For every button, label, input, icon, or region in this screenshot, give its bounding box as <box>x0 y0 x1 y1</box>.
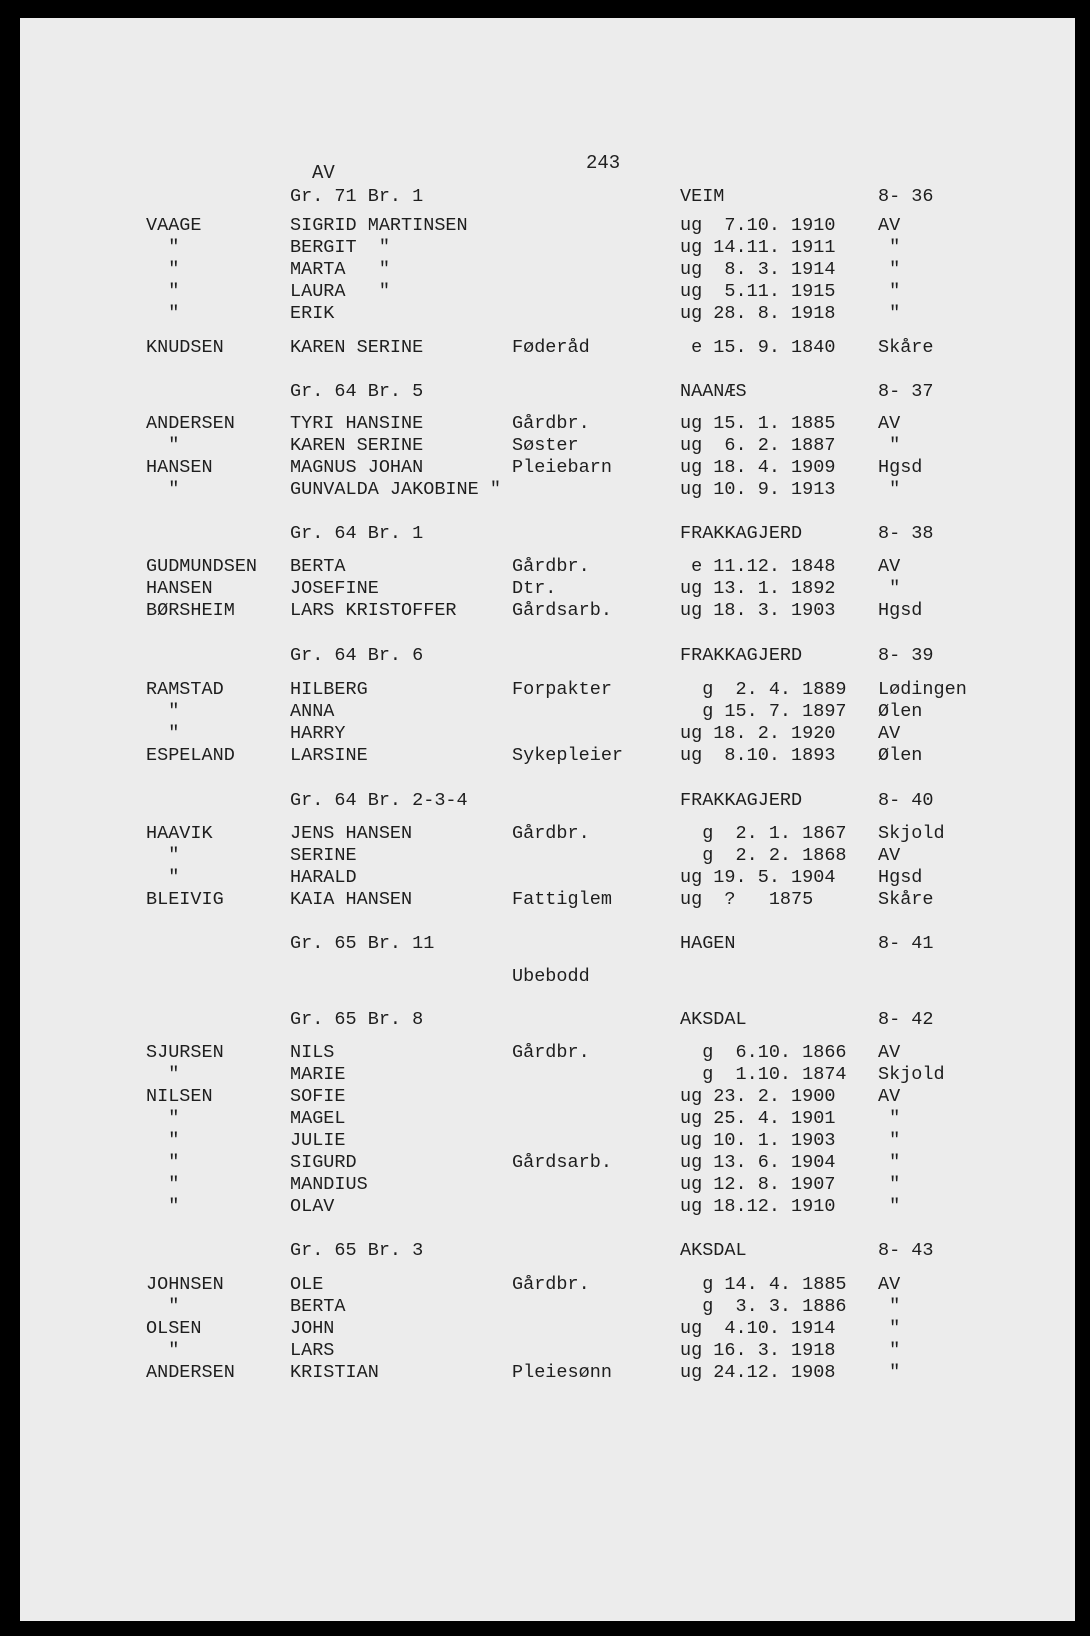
given-name: LARS KRISTOFFER <box>290 600 457 621</box>
farm-name: VEIM <box>680 186 725 207</box>
group-header <box>20 1009 1075 1031</box>
birth-date: ug 13. 1. 1892 <box>680 578 836 599</box>
birth-date: ug ? 1875 <box>680 889 814 910</box>
group-header <box>20 790 1075 812</box>
surname: " <box>146 1064 180 1085</box>
farm-name: AKSDAL <box>680 1240 747 1261</box>
birth-date: ug 10. 1. 1903 <box>680 1130 836 1151</box>
person-row <box>20 1108 1075 1130</box>
birth-place: " <box>878 578 901 599</box>
role: Gårdbr. <box>512 556 590 577</box>
birth-date: g 2. 2. 1868 <box>680 845 847 866</box>
surname: " <box>146 1130 180 1151</box>
group-title: Gr. 65 Br. 8 <box>290 1009 424 1030</box>
birth-date: g 2. 1. 1867 <box>680 823 847 844</box>
birth-date: ug 24.12. 1908 <box>680 1362 836 1383</box>
birth-date: ug 23. 2. 1900 <box>680 1086 836 1107</box>
given-name: MANDIUS <box>290 1174 368 1195</box>
given-name: SIGRID MARTINSEN <box>290 215 468 236</box>
surname: " <box>146 1174 180 1195</box>
role: Føderåd <box>512 337 590 358</box>
person-row <box>20 1318 1075 1340</box>
surname: " <box>146 867 180 888</box>
birth-date: e 15. 9. 1840 <box>680 337 836 358</box>
birth-date: g 14. 4. 1885 <box>680 1274 847 1295</box>
role: Gårdbr. <box>512 823 590 844</box>
birth-place: Hgsd <box>878 867 923 888</box>
surname: " <box>146 479 180 500</box>
surname: ANDERSEN <box>146 1362 235 1383</box>
birth-place: Hgsd <box>878 457 923 478</box>
given-name: KAIA HANSEN <box>290 889 413 910</box>
given-name: TYRI HANSINE <box>290 413 424 434</box>
group-header <box>20 381 1075 403</box>
person-row <box>20 556 1075 578</box>
surname: " <box>146 435 180 456</box>
role: Gårdsarb. <box>512 600 612 621</box>
role: Pleiesønn <box>512 1362 612 1383</box>
birth-place: " <box>878 1174 901 1195</box>
group-header <box>20 1240 1075 1262</box>
role: Fattiglem <box>512 889 612 910</box>
surname: SJURSEN <box>146 1042 224 1063</box>
birth-place: AV <box>878 413 901 434</box>
farm-code: 8- 36 <box>878 186 934 207</box>
farm-name: NAANÆS <box>680 381 747 402</box>
birth-place: Ølen <box>878 701 923 722</box>
surname: ESPELAND <box>146 745 235 766</box>
group-title: Gr. 64 Br. 1 <box>290 523 424 544</box>
birth-date: ug 18. 4. 1909 <box>680 457 836 478</box>
birth-place: " <box>878 1318 901 1339</box>
surname: KNUDSEN <box>146 337 224 358</box>
surname: " <box>146 1196 180 1217</box>
birth-date: g 1.10. 1874 <box>680 1064 847 1085</box>
birth-place: " <box>878 1296 901 1317</box>
birth-date: g 15. 7. 1897 <box>680 701 847 722</box>
given-name: BERGIT " <box>290 237 390 258</box>
person-row <box>20 303 1075 325</box>
person-row <box>20 215 1075 237</box>
birth-date: ug 18. 2. 1920 <box>680 723 836 744</box>
farm-code: 8- 38 <box>878 523 934 544</box>
birth-date: ug 18. 3. 1903 <box>680 600 836 621</box>
parish-label: AV <box>312 162 335 184</box>
birth-place: " <box>878 1340 901 1361</box>
surname: JOHNSEN <box>146 1274 224 1295</box>
person-row <box>20 457 1075 479</box>
given-name: OLAV <box>290 1196 335 1217</box>
person-row <box>20 1340 1075 1362</box>
person-row <box>20 479 1075 501</box>
surname: " <box>146 1296 180 1317</box>
birth-date: e 11.12. 1848 <box>680 556 836 577</box>
birth-date: ug 8.10. 1893 <box>680 745 836 766</box>
birth-date: ug 25. 4. 1901 <box>680 1108 836 1129</box>
person-row <box>20 1086 1075 1108</box>
given-name: LARS <box>290 1340 335 1361</box>
role: Dtr. <box>512 578 557 599</box>
given-name: JOHN <box>290 1318 335 1339</box>
birth-place: Skjold <box>878 1064 945 1085</box>
birth-place: Lødingen <box>878 679 967 700</box>
surname: " <box>146 1152 180 1173</box>
given-name: ANNA <box>290 701 335 722</box>
birth-place: Ølen <box>878 745 923 766</box>
person-row <box>20 723 1075 745</box>
birth-date: ug 8. 3. 1914 <box>680 259 836 280</box>
surname: " <box>146 281 180 302</box>
birth-place: " <box>878 1152 901 1173</box>
birth-date: ug 19. 5. 1904 <box>680 867 836 888</box>
given-name: MARIE <box>290 1064 346 1085</box>
given-name: NILS <box>290 1042 335 1063</box>
person-row <box>20 1130 1075 1152</box>
group-header <box>20 186 1075 208</box>
role: Gårdsarb. <box>512 1152 612 1173</box>
birth-date: ug 16. 3. 1918 <box>680 1340 836 1361</box>
given-name: MARTA " <box>290 259 390 280</box>
surname: " <box>146 1108 180 1129</box>
person-row <box>20 1296 1075 1318</box>
person-row <box>20 845 1075 867</box>
person-row <box>20 281 1075 303</box>
person-row <box>20 1362 1075 1384</box>
birth-place: " <box>878 237 901 258</box>
birth-date: g 6.10. 1866 <box>680 1042 847 1063</box>
birth-date: ug 18.12. 1910 <box>680 1196 836 1217</box>
birth-date: ug 14.11. 1911 <box>680 237 836 258</box>
surname: OLSEN <box>146 1318 202 1339</box>
surname: GUDMUNDSEN <box>146 556 258 577</box>
person-row <box>20 1152 1075 1174</box>
farm-name: AKSDAL <box>680 1009 747 1030</box>
birth-place: AV <box>878 215 901 236</box>
birth-date: ug 12. 8. 1907 <box>680 1174 836 1195</box>
given-name: JOSEFINE <box>290 578 379 599</box>
birth-place: AV <box>878 1086 901 1107</box>
surname: BLEIVIG <box>146 889 224 910</box>
surname: BØRSHEIM <box>146 600 235 621</box>
person-row <box>20 701 1075 723</box>
surname: RAMSTAD <box>146 679 224 700</box>
surname: " <box>146 1340 180 1361</box>
surname: HAAVIK <box>146 823 213 844</box>
surname: VAAGE <box>146 215 202 236</box>
birth-place: AV <box>878 1042 901 1063</box>
birth-place: " <box>878 479 901 500</box>
surname: HANSEN <box>146 578 213 599</box>
person-row <box>20 259 1075 281</box>
given-name: HARALD <box>290 867 357 888</box>
birth-place: AV <box>878 1274 901 1295</box>
birth-date: ug 6. 2. 1887 <box>680 435 836 456</box>
given-name: SERINE <box>290 845 357 866</box>
birth-date: ug 4.10. 1914 <box>680 1318 836 1339</box>
birth-place: " <box>878 259 901 280</box>
given-name: GUNVALDA JAKOBINE " <box>290 479 501 500</box>
birth-place: Skåre <box>878 337 934 358</box>
given-name: BERTA <box>290 1296 346 1317</box>
person-row <box>20 823 1075 845</box>
group-title: Gr. 64 Br. 5 <box>290 381 424 402</box>
surname: " <box>146 259 180 280</box>
birth-place: " <box>878 281 901 302</box>
group-title: Gr. 65 Br. 3 <box>290 1240 424 1261</box>
person-row <box>20 1064 1075 1086</box>
farm-name: FRAKKAGJERD <box>680 645 803 666</box>
birth-place: " <box>878 1196 901 1217</box>
birth-date: g 3. 3. 1886 <box>680 1296 847 1317</box>
surname: HANSEN <box>146 457 213 478</box>
surname: " <box>146 723 180 744</box>
given-name: OLE <box>290 1274 324 1295</box>
birth-date: ug 28. 8. 1918 <box>680 303 836 324</box>
given-name: JENS HANSEN <box>290 823 413 844</box>
birth-place: AV <box>878 845 901 866</box>
role: Forpakter <box>512 679 612 700</box>
birth-place: Skjold <box>878 823 945 844</box>
given-name: MAGNUS JOHAN <box>290 457 424 478</box>
birth-place: Hgsd <box>878 600 923 621</box>
person-row <box>20 413 1075 435</box>
role: Gårdbr. <box>512 1042 590 1063</box>
birth-date: ug 15. 1. 1885 <box>680 413 836 434</box>
given-name: BERTA <box>290 556 346 577</box>
birth-place: Skåre <box>878 889 934 910</box>
person-row <box>20 889 1075 911</box>
farm-code: 8- 41 <box>878 933 934 954</box>
person-row <box>20 435 1075 457</box>
group-header <box>20 523 1075 545</box>
surname: " <box>146 303 180 324</box>
group-title: Gr. 64 Br. 6 <box>290 645 424 666</box>
birth-place: " <box>878 303 901 324</box>
surname: ANDERSEN <box>146 413 235 434</box>
group-note <box>20 966 1075 988</box>
given-name: SIGURD <box>290 1152 357 1173</box>
given-name: LAURA " <box>290 281 390 302</box>
person-row <box>20 867 1075 889</box>
person-row <box>20 679 1075 701</box>
birth-place: AV <box>878 556 901 577</box>
given-name: KRISTIAN <box>290 1362 379 1383</box>
surname: " <box>146 845 180 866</box>
birth-place: " <box>878 435 901 456</box>
person-row <box>20 1274 1075 1296</box>
farm-code: 8- 39 <box>878 645 934 666</box>
surname: NILSEN <box>146 1086 213 1107</box>
birth-place: AV <box>878 723 901 744</box>
given-name: HILBERG <box>290 679 368 700</box>
birth-date: ug 7.10. 1910 <box>680 215 836 236</box>
person-row <box>20 237 1075 259</box>
given-name: ERIK <box>290 303 335 324</box>
role: Gårdbr. <box>512 413 590 434</box>
surname: " <box>146 237 180 258</box>
surname: " <box>146 701 180 722</box>
given-name: SOFIE <box>290 1086 346 1107</box>
farm-name: FRAKKAGJERD <box>680 523 803 544</box>
birth-place: " <box>878 1130 901 1151</box>
person-row <box>20 600 1075 622</box>
role: Søster <box>512 435 579 456</box>
given-name: MAGEL <box>290 1108 346 1129</box>
role: Pleiebarn <box>512 457 612 478</box>
page-number: 243 <box>586 152 621 174</box>
birth-place: " <box>878 1362 901 1383</box>
given-name: LARSINE <box>290 745 368 766</box>
person-row <box>20 1174 1075 1196</box>
group-title: Gr. 64 Br. 2-3-4 <box>290 790 468 811</box>
given-name: KAREN SERINE <box>290 337 424 358</box>
person-row <box>20 337 1075 359</box>
birth-date: ug 13. 6. 1904 <box>680 1152 836 1173</box>
farm-code: 8- 42 <box>878 1009 934 1030</box>
farm-name: FRAKKAGJERD <box>680 790 803 811</box>
group-title: Gr. 65 Br. 11 <box>290 933 435 954</box>
person-row <box>20 745 1075 767</box>
farm-name: HAGEN <box>680 933 736 954</box>
birth-place: " <box>878 1108 901 1129</box>
birth-date: ug 10. 9. 1913 <box>680 479 836 500</box>
role: Sykepleier <box>512 745 624 766</box>
role: Gårdbr. <box>512 1274 590 1295</box>
farm-code: 8- 40 <box>878 790 934 811</box>
person-row <box>20 1196 1075 1218</box>
farm-code: 8- 43 <box>878 1240 934 1261</box>
document-page <box>20 18 1075 1621</box>
person-row <box>20 578 1075 600</box>
group-title: Gr. 71 Br. 1 <box>290 186 424 207</box>
given-name: KAREN SERINE <box>290 435 424 456</box>
birth-date: g 2. 4. 1889 <box>680 679 847 700</box>
note-text: Ubebodd <box>512 966 590 987</box>
farm-code: 8- 37 <box>878 381 934 402</box>
given-name: JULIE <box>290 1130 346 1151</box>
person-row <box>20 1042 1075 1064</box>
given-name: HARRY <box>290 723 346 744</box>
birth-date: ug 5.11. 1915 <box>680 281 836 302</box>
group-header <box>20 645 1075 667</box>
group-header <box>20 933 1075 955</box>
